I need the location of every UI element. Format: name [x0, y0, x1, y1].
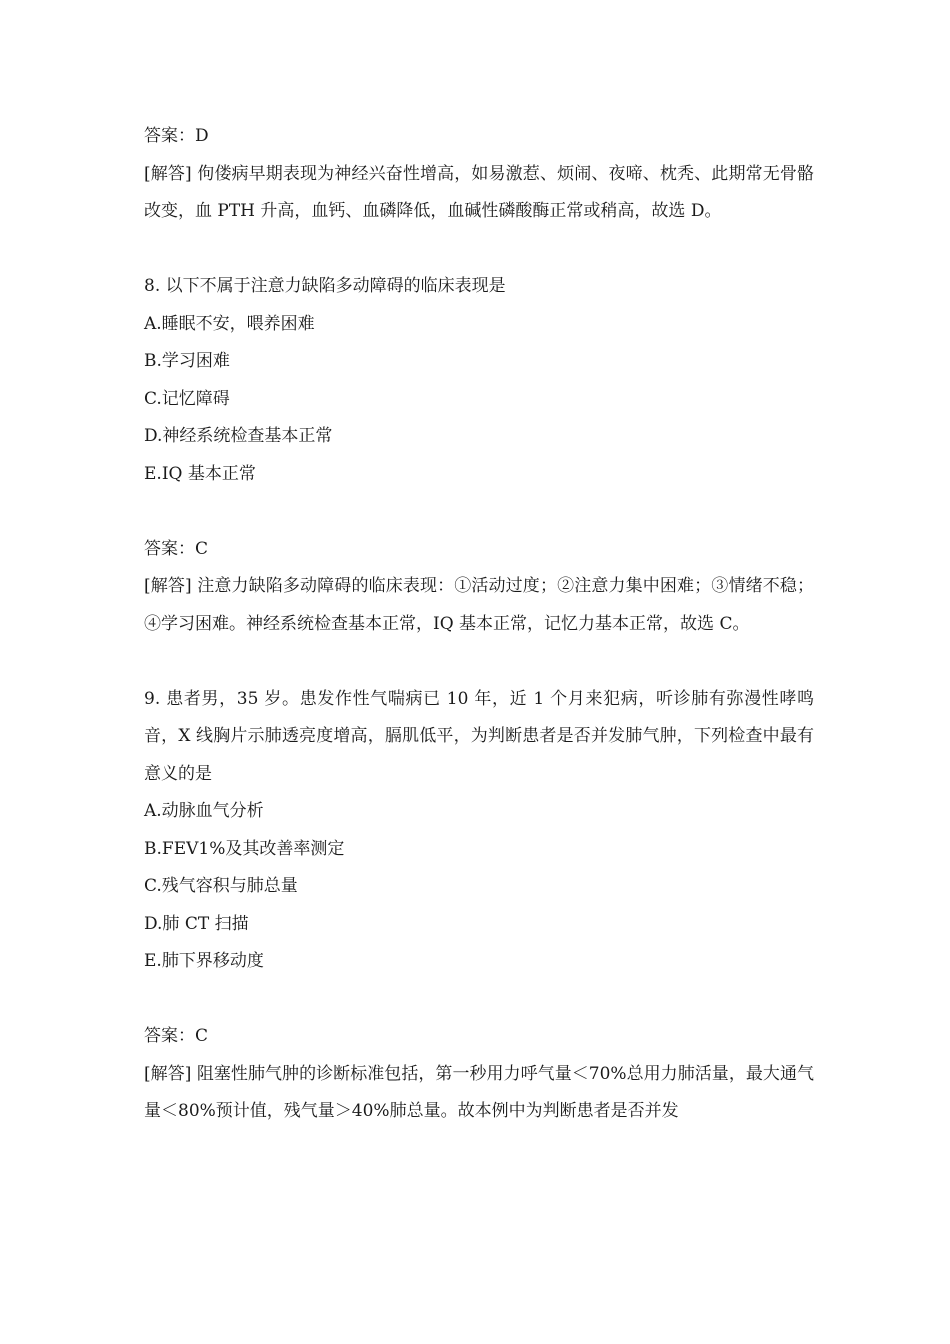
option-b: B.FEV1%及其改善率测定 [144, 838, 345, 859]
option-c: C.残气容积与肺总量 [144, 876, 298, 896]
explanation-text: [解答] 注意力缺陷多动障碍的临床表现：①活动过度；②注意力集中困难；③情绪不稳；④学习困难。神经系统检查基本正常，IQ 基本正常，记忆力基本正常，故选 C。 [144, 576, 814, 634]
option-d: D.肺 CT 扫描 [144, 913, 249, 934]
spacer [144, 231, 814, 269]
document-page [144, 118, 814, 1131]
explanation-text: [解答] 佝偻病早期表现为神经兴奋性增高，如易激惹、烦闹、夜啼、枕秃、此期常无骨骼改变，血 PTH 升高，血钙、血磷降低，血碱性磷酸酶正常或稍高，故选 D。 [144, 163, 814, 221]
option-e: E.肺下界移动度 [144, 951, 264, 971]
spacer [144, 643, 814, 681]
option-b: B.学习困难 [144, 351, 230, 371]
explanation-text: [解答] 阻塞性肺气肿的诊断标准包括，第一秒用力呼气量＜70%总用力肺活量，最大通气量＜80%预计值，残气量＞40%肺总量。故本例中为判断患者是否并发 [144, 1063, 814, 1121]
question-text: 8. 以下不属于注意力缺陷多动障碍的临床表现是 [144, 276, 506, 296]
option-c: C.记忆障碍 [144, 388, 230, 409]
answer-label: 答案：C [144, 538, 209, 559]
spacer [144, 981, 814, 1019]
option-e: E.IQ 基本正常 [144, 463, 256, 484]
question-text: 9. 患者男，35 岁。患发作性气喘病已 10 年，近 1 个月来犯病，听诊肺有弥漫性哮鸣音，X 线胸片示肺透亮度增高，膈肌低平，为判断患者是否并发肺气肿，下列检查中最有意义的是 [144, 688, 814, 784]
option-a: A.动脉血气分析 [144, 801, 264, 821]
answer-label: 答案：D [144, 126, 209, 146]
spacer [144, 493, 814, 531]
option-a: A.睡眠不安，喂养困难 [144, 313, 315, 334]
answer-label: 答案：C [144, 1026, 209, 1046]
option-d: D.神经系统检查基本正常 [144, 426, 333, 446]
